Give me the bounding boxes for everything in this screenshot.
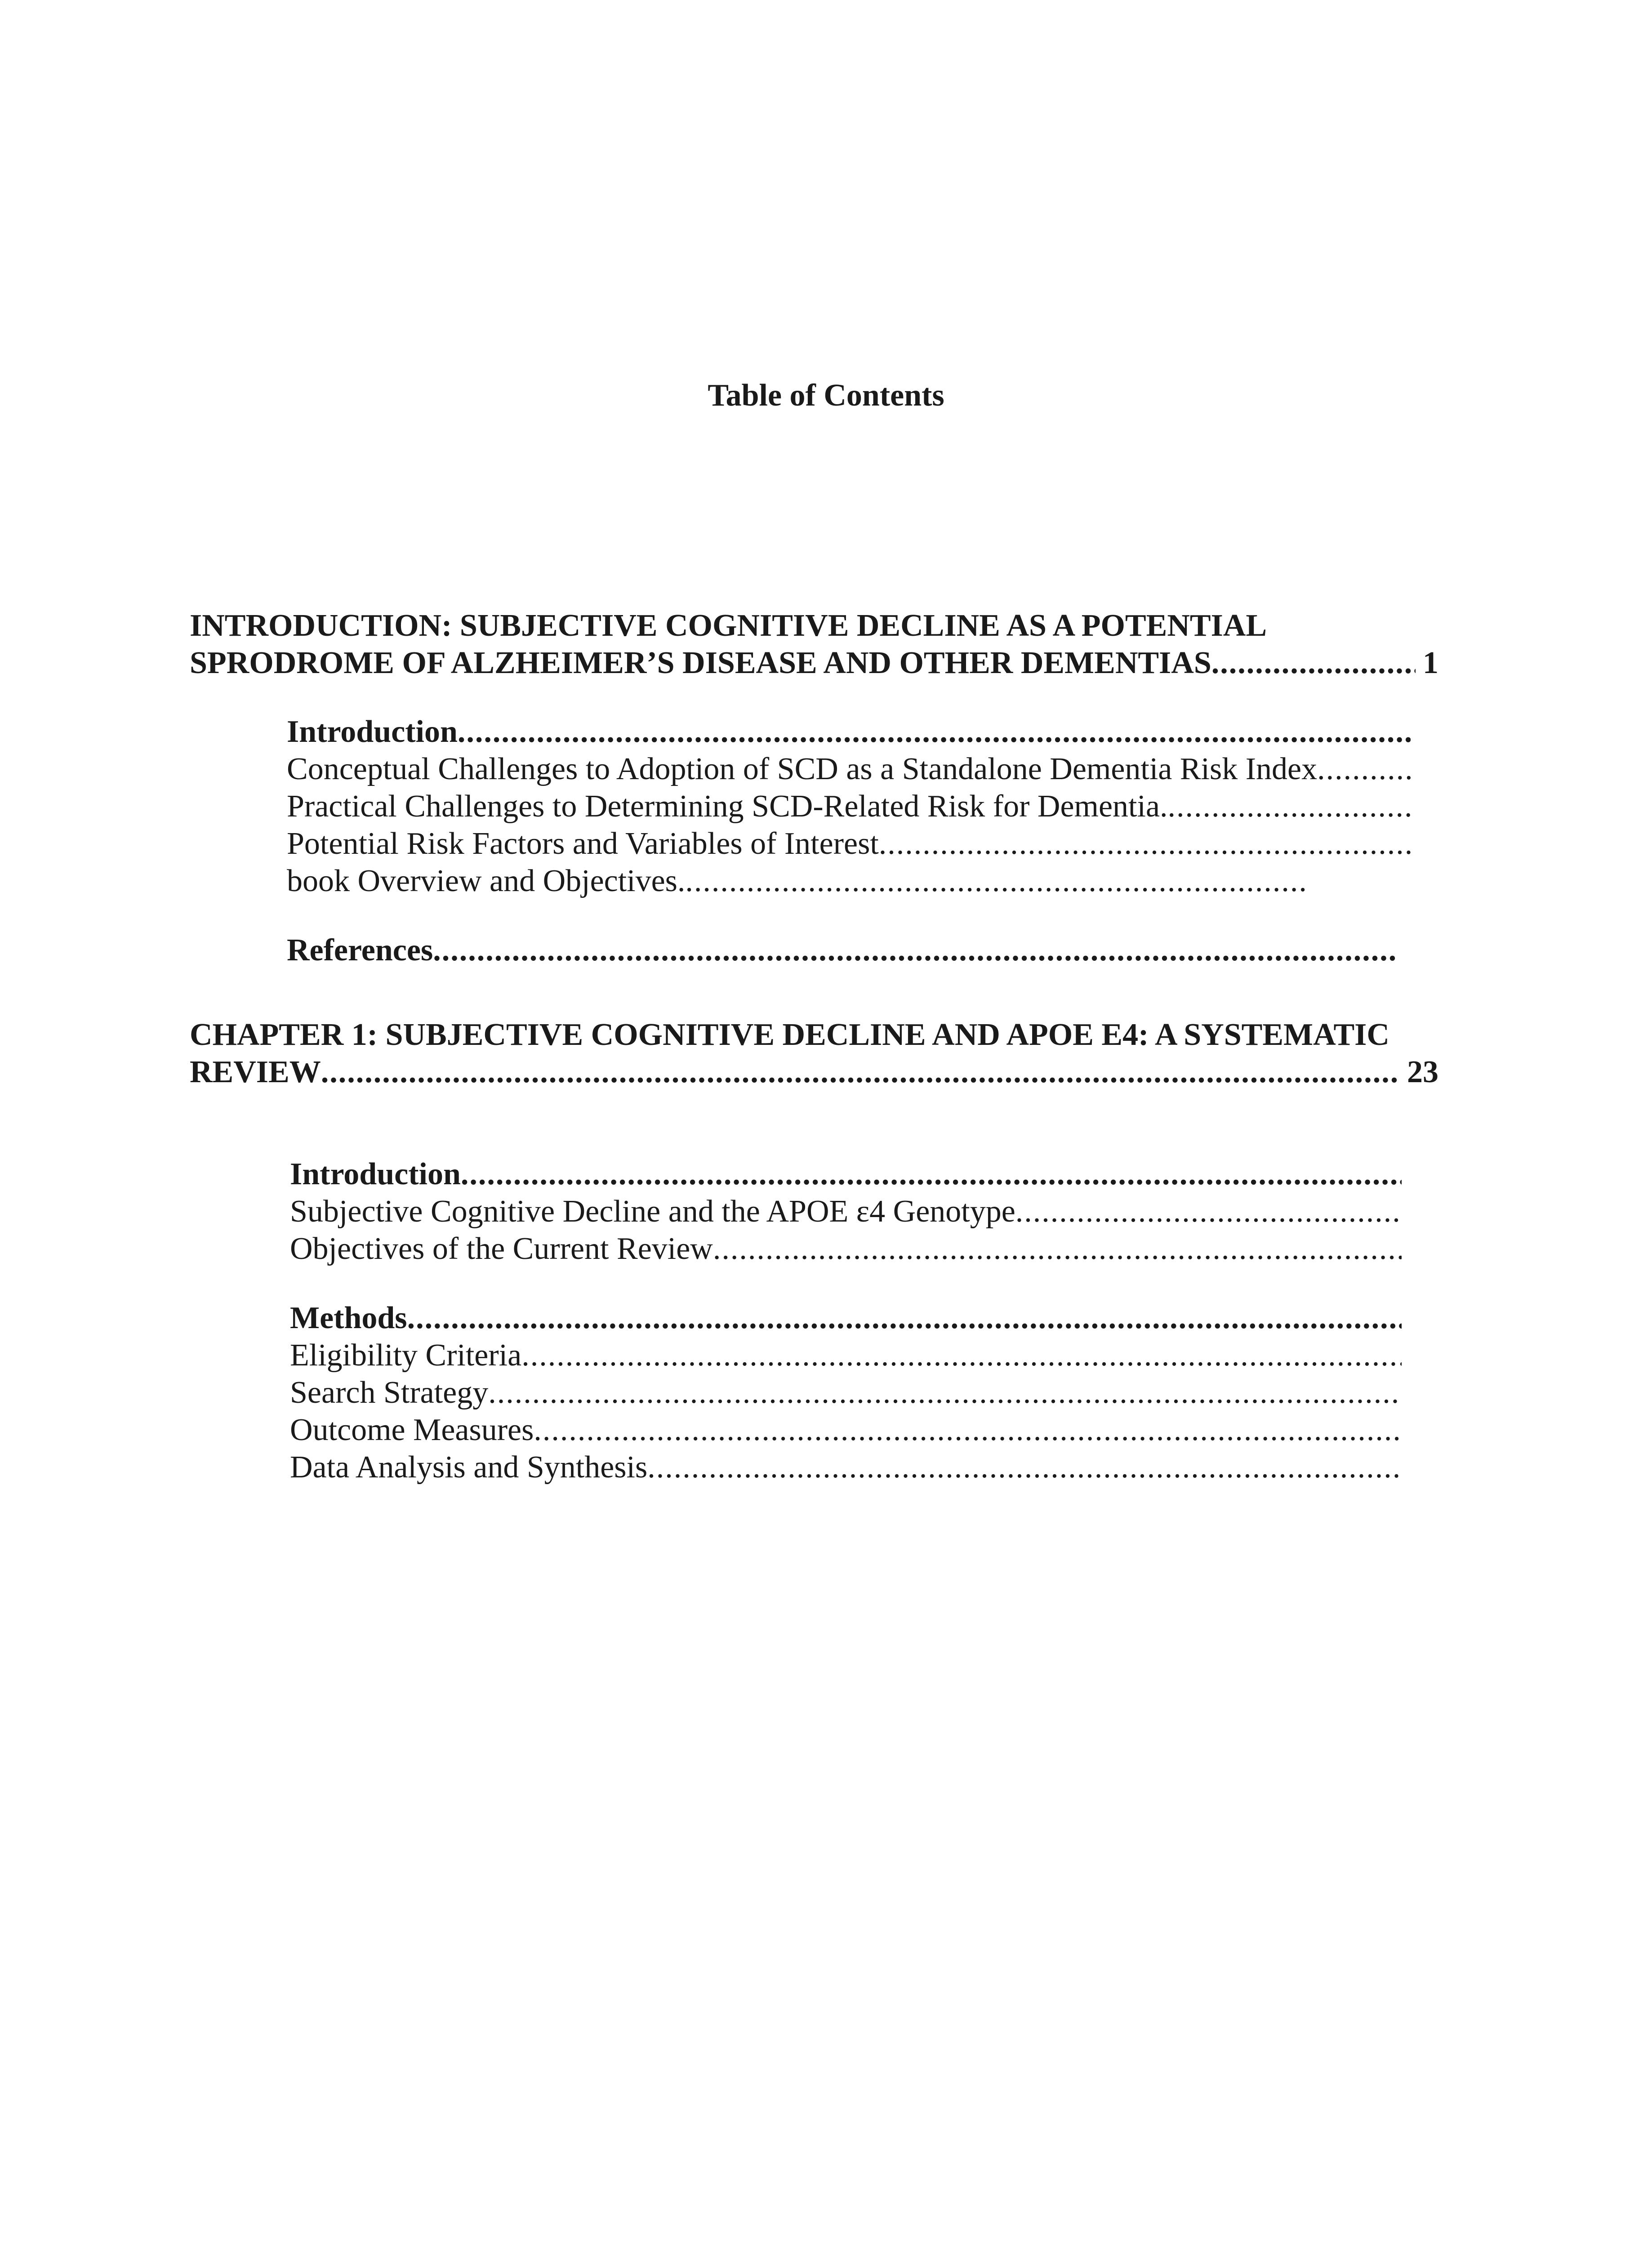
dot-leader <box>1168 788 1411 825</box>
dot-leader <box>521 1337 1402 1374</box>
dot-leader <box>1317 750 1411 788</box>
toc-entry[interactable] <box>290 1193 1402 1231</box>
dot-leader <box>879 825 1411 863</box>
toc-entry-label: Introduction <box>290 1157 461 1191</box>
toc-entry[interactable] <box>290 1230 1402 1268</box>
dot-leader <box>433 932 1397 969</box>
toc-entry-label: Search Strategy <box>290 1375 489 1410</box>
toc-entry[interactable] <box>290 1411 1402 1449</box>
dot-leader <box>685 862 1307 900</box>
toc-entry-label: Eligibility Criteria <box>290 1338 522 1373</box>
dot-leader <box>1211 644 1416 682</box>
toc-entry-label: References <box>287 933 433 968</box>
toc-entry-label: Data Analysis and Synthesis <box>290 1450 648 1485</box>
toc-entry[interactable] <box>290 1299 1402 1337</box>
toc-entry-label: Potential Risk Factors and Variables of Interest <box>287 826 879 861</box>
dot-leader <box>1015 1193 1402 1231</box>
toc-chapter-heading-line1[interactable]: CHAPTER 1: SUBJECTIVE COGNITIVE DECLINE AND APOE E4: A SYSTEMATIC <box>190 1017 1389 1052</box>
toc-entry[interactable] <box>290 1337 1402 1374</box>
toc-entry[interactable] <box>287 825 1411 863</box>
toc-entry-label: Objectives of the Current Review <box>290 1231 713 1266</box>
toc-entry-label: Conceptual Challenges to Adoption of SCD as a Standalone Dementia Risk Index <box>287 752 1318 786</box>
toc-page-number: 1 <box>1423 646 1438 680</box>
toc-chapter-heading[interactable] <box>190 644 1438 682</box>
toc-entry-label: Methods <box>290 1301 407 1335</box>
dot-leader <box>458 713 1411 751</box>
toc-entry[interactable] <box>290 1155 1402 1193</box>
toc-entry-label: book Overview and Objectives. <box>287 864 686 898</box>
toc-chapter-heading[interactable] <box>190 1053 1438 1091</box>
toc-entry[interactable] <box>287 932 1397 969</box>
toc-entry-label: Introduction <box>287 714 458 749</box>
toc-entry[interactable] <box>290 1374 1402 1412</box>
dot-leader <box>321 1053 1400 1091</box>
toc-page-number: 23 <box>1407 1055 1438 1089</box>
toc-entry[interactable] <box>287 750 1411 788</box>
toc-entry[interactable] <box>287 713 1411 751</box>
dot-leader <box>534 1411 1402 1449</box>
toc-entry-label: Subjective Cognitive Decline and the APOE ε4 Genotype <box>290 1194 1015 1229</box>
dot-leader <box>407 1299 1402 1337</box>
dot-leader <box>713 1230 1402 1268</box>
toc-title: Table of Contents <box>708 378 944 413</box>
toc-chapter-heading-line1[interactable]: INTRODUCTION: SUBJECTIVE COGNITIVE DECLINE AS A POTENTIAL <box>190 608 1267 643</box>
toc-entry-label: Outcome Measures <box>290 1413 534 1447</box>
toc-chapter-heading-line2: SPRODROME OF ALZHEIMER’S DISEASE AND OTHER DEMENTIAS <box>190 646 1211 680</box>
toc-entry[interactable] <box>287 788 1411 825</box>
toc-entry-label: Practical Challenges to Determining SCD-Related Risk for Dementia. <box>287 789 1168 824</box>
toc-entry[interactable] <box>287 862 1307 900</box>
toc-chapter-heading-line2: REVIEW <box>190 1055 321 1089</box>
dot-leader <box>488 1374 1402 1412</box>
dot-leader <box>461 1155 1402 1193</box>
toc-entry[interactable] <box>290 1449 1402 1486</box>
dot-leader <box>647 1449 1402 1486</box>
